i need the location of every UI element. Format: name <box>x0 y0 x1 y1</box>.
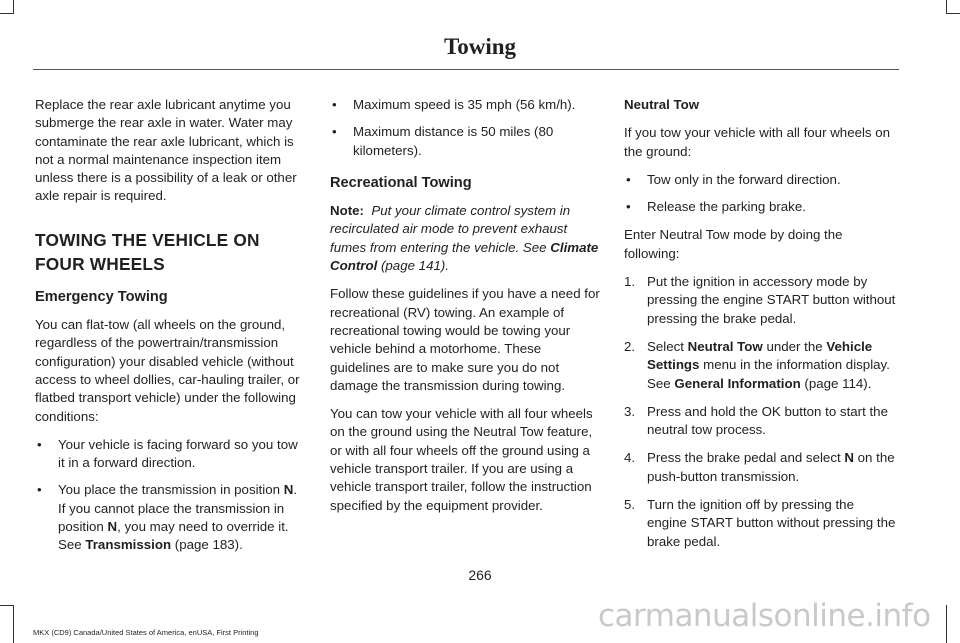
list-item-text: Release the parking brake. <box>647 199 806 215</box>
heading-recreational-towing: Recreational Towing <box>330 174 472 191</box>
step-text: Turn the ignition off by pressing the engine START button without pressing the brake pedal. <box>647 497 896 549</box>
step-text: on the push-button transmission. <box>647 450 895 484</box>
header-divider <box>33 69 899 70</box>
list-item-text: Tow only in the forward direction. <box>647 171 841 187</box>
step-text: Press and hold the OK button to start the neutral tow process. <box>647 403 888 438</box>
limits-list <box>330 96 602 160</box>
rear-axle-paragraph: Replace the rear axle lubricant anytime you submerge the rear axle in water. Water may contaminate the rear axle lubricant, which is not a normal maintenance inspection item unless there is a possibility of a leak or other axle repair is required. <box>35 97 297 204</box>
list-item-text: You place the transmission in position <box>58 482 284 498</box>
page-reference: (page 183). <box>171 537 243 553</box>
step-number: 1. <box>624 274 636 290</box>
list-item <box>624 449 896 486</box>
list-item <box>624 198 896 216</box>
rv-guidelines-paragraph: Follow these guidelines if you have a need for recreational (RV) towing. An example of recreational towing would be towing your vehicle behind a motorhome. These guidelines are to make sure you do not damage the transmission during towing. <box>330 286 600 393</box>
position-n: N <box>283 482 294 498</box>
rv-methods-paragraph: You can tow your vehicle with all four wheels on the ground using the Neutral Tow feature, or with all four wheels off the ground using a vehicle transport trailer. If you are using a vehicle transport trailer, follow the instruction specified by the equipment provider. <box>330 406 593 513</box>
list-item <box>624 338 896 393</box>
page-title: Towing <box>443 34 517 59</box>
crop-mark-top-right-v <box>946 0 947 14</box>
list-item-text: . If you cannot place the transmission in position <box>58 482 298 535</box>
list-item-text: Maximum speed is 35 mph (56 km/h). <box>353 97 576 112</box>
enter-mode-paragraph: Enter Neutral Tow mode by doing the following: <box>624 227 843 261</box>
column-3 <box>624 96 896 561</box>
list-item-text: Your vehicle is facing forward so you tow it in a forward direction. <box>58 436 298 471</box>
bullet-icon: • <box>332 97 337 112</box>
list-item <box>624 403 896 440</box>
steps-list <box>624 273 896 551</box>
page-number: 266 <box>468 567 492 583</box>
step-text: Select <box>647 338 688 354</box>
column-2 <box>330 96 602 525</box>
list-item <box>624 496 896 551</box>
list-item <box>624 273 896 328</box>
bullet-icon: • <box>332 124 337 140</box>
note <box>330 202 602 275</box>
step-number: 2. <box>624 338 636 354</box>
vehicle-settings-term: Vehicle Settings <box>647 338 873 373</box>
list-item <box>330 96 602 114</box>
crop-mark-bottom-left-h <box>0 605 14 606</box>
crop-mark-top-right-h <box>946 13 960 14</box>
general-information-link[interactable]: General Information <box>674 375 801 391</box>
position-n: N <box>107 519 118 535</box>
heading-emergency-towing: Emergency Towing <box>35 288 168 305</box>
section-title-four-wheels: TOWING THE VEHICLE ON FOUR WHEELS <box>35 229 260 274</box>
step-text: Press the brake pedal and select <box>647 450 845 466</box>
step-text: under the <box>762 338 827 354</box>
list-item-text: , you may need to override it. See <box>58 519 289 553</box>
step-number: 5. <box>624 497 636 513</box>
crop-mark-bottom-left-v <box>13 605 14 643</box>
crop-mark-top-left-v <box>13 0 14 14</box>
column-1 <box>35 96 306 565</box>
climate-control-link[interactable]: Climate Control <box>330 239 599 274</box>
page-reference: (page 141). <box>377 258 449 274</box>
note-text: Put your climate control system in recirculated air mode to prevent exhaust fumes from entering the vehicle. <box>330 203 571 255</box>
position-n: N <box>844 450 854 466</box>
list-item <box>624 171 896 189</box>
transmission-link[interactable]: Transmission <box>85 537 172 553</box>
step-number: 3. <box>624 403 636 419</box>
bullet-icon: • <box>626 199 631 215</box>
list-item <box>35 481 306 554</box>
note-label: Note: <box>330 203 364 219</box>
neutral-tow-intro: If you tow your vehicle with all four wheels on the ground: <box>624 125 891 159</box>
list-item-text: Maximum distance is 50 miles (80 kilometers). <box>353 124 554 158</box>
bullet-icon: • <box>37 482 42 498</box>
crop-mark-bottom-right-v <box>946 605 947 643</box>
step-text: Put the ignition in accessory mode by pressing the engine START button without pressing the brake pedal. <box>647 274 896 326</box>
bullet-icon: • <box>37 436 42 452</box>
heading-neutral-tow: Neutral Tow <box>624 97 700 112</box>
step-number: 4. <box>624 450 636 466</box>
footer-text: MKX (CD9) Canada/United States of America, enUSA, First Printing <box>33 628 259 637</box>
note-see: See <box>519 239 551 255</box>
bullet-icon: • <box>626 171 631 187</box>
list-item <box>330 123 602 160</box>
list-item <box>35 436 306 473</box>
step-text: menu in the information display. See <box>647 357 890 391</box>
conditions-list <box>35 436 306 555</box>
crop-mark-top-left-h <box>0 13 14 14</box>
watermark: carmanualsonline.info <box>598 598 931 634</box>
page-reference: (page 114). <box>800 375 872 391</box>
emergency-towing-paragraph: You can flat-tow (all wheels on the ground, regardless of the powertrain/transmission configuration) your disabled vehicle (without access to wheel dollies, car-hauling trailer, or flatbed transport vehicle) under the following conditions: <box>35 317 300 424</box>
neutral-tow-list <box>624 171 896 217</box>
neutral-tow-term: Neutral Tow <box>687 338 763 354</box>
